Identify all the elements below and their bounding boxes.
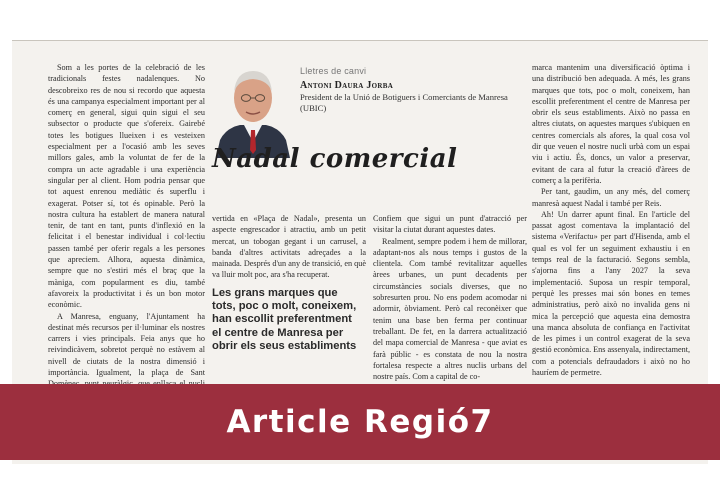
paragraph: marca mantenim una diversificació òptima i una distribució ben adequada. A més, les grans marques que tots, poc o molt, coneixem, han escollit preferentment el centre de Manresa per obrir els seus establiments. Això no passa en altres ciutats, on aquestes marques s'ubiquen en centres comercials als afores, la qual cosa vol dir que veuen el nostre nucli urbà com un espai viu i actiu. És, doncs, un valor a preservar, evitant de cara al futur la creació d'àrees de comerç a la perifèria.: [532, 63, 690, 185]
title-banner: [0, 384, 720, 460]
top-rule: [12, 40, 708, 41]
paragraph: vertida en «Plaça de Nadal», presenta un aspecte engrescador i atractiu, amb un petit mercat, un tobogan gegant i un carrusel, a banda d'altres activitats adreçades a la mainada. Després d'un any de transició, en què va lluir molt poc, ara s'ha recuperat.: [212, 214, 366, 280]
paragraph: A Manresa, enguany, l'Ajuntament ha destinat més recursos per il·luminar els nostres carrers i vies principals. Feia anys que ho reivindicàvem, sobretot perquè no estàvem al nivell de ciutats de la nostra dimensió i importància. Igualment, la plaça de Sant: [48, 311, 205, 378]
author-role: President de la Unió de Botiguers i Comerciants de Manresa (UBIC): [300, 92, 508, 113]
article-column-4: [532, 62, 690, 384]
banner-title: Article Regió7: [226, 404, 494, 440]
paragraph: Realment, sempre podem i hem de millorar, adaptant-nos als nous temps i gustos de la clientela. Com també revitalitzar aquelles àrees urbanes, un punt decadents per circumstàncies socials diverses, que no sobresurten prou. No ens podem acomodar ni adormir, òbviament. Però cal reconèixer que tenim una base ben ferma per continuar treballant. De fet, en la darrera actualització del mapa comercial de Manresa - que aviat es farà públic - es constata de nou la nostra fortalesa respecte a altres nuclis urbans del nostre país. Com a capital de co-: [373, 236, 527, 382]
article-column-2: [212, 213, 366, 280]
paragraph: Som a les portes de la celebració de les tradicionals festes nadalenques. No descobreixo res de nou si recordo que aquesta és una campanya especialment important per al comerç en general, sigui quin sigui el seu subsector o producte que s'ofereix. Gairebé totes les botigues llueixen i es vesteixen especialment per a l'ocasió amb les seves millors gales, amb la voluntat de fer de la compra un acte agradable i una experiència singular per al client. Hom podria pensar que tot aquest enrenou mediàtic és superflu i exagerat. Potser sí, tot és opinable. Però la nostra cultura ha establert de manera natural tenir, de tant en tant, punts d'inflexió en la felicitat i el benestar individual i col·lectiu passen també per oferir regals a les persones que apreciem. Alhora, aquesta dinàmica, sempre que no s'estiri més el braç que la màniga, com popularment es diu, també afavoreix la productivitat i és un bon motor econòmic.: [48, 63, 205, 310]
author-photo-icon: [210, 58, 296, 158]
article-column-3: [373, 213, 527, 383]
section-label: Lletres de canvi: [300, 66, 367, 76]
author-name: Antoni Daura Jorba: [300, 80, 394, 91]
author-portrait: [210, 58, 296, 158]
pull-quote: Les grans marques que tots, poc o molt, coneixem, han escollit preferentment el centre de Manresa per obrir els seus establiments: [212, 287, 357, 352]
paragraph: Ah! Un darrer apunt final. En l'article del passat agost comentava la implantació del sistema «Verifactu» per part d'Hisenda, amb el qual es vol fer un seguiment exhaustiu i en temps real de la facturació. Segons sembla, s'ajorna fins a l'any 2027 la seva implementació. Suposa un respir temporal, perquè les presses mai són bones en temes administratius, però això no invalida gens ni mica la percepció que aquesta eina demostra una manca absoluta de confiança en l'activitat de les pimes i un control exagerat de la seva gestió econòmica. Ens assenyala, indirectament, com a potencials defraudadors i això no ho hauríem de permetre.: [532, 209, 691, 378]
article-column-1: [48, 62, 205, 384]
paragraph: Confiem que sigui un punt d'atracció per visitar la ciutat durant aquestes dates.: [373, 214, 527, 235]
headline: Nadal comercial: [212, 144, 458, 174]
byline: [300, 66, 526, 114]
paragraph: Per tant, gaudim, un any més, del comerç manresà aquest Nadal i també per Reis.: [532, 187, 690, 208]
